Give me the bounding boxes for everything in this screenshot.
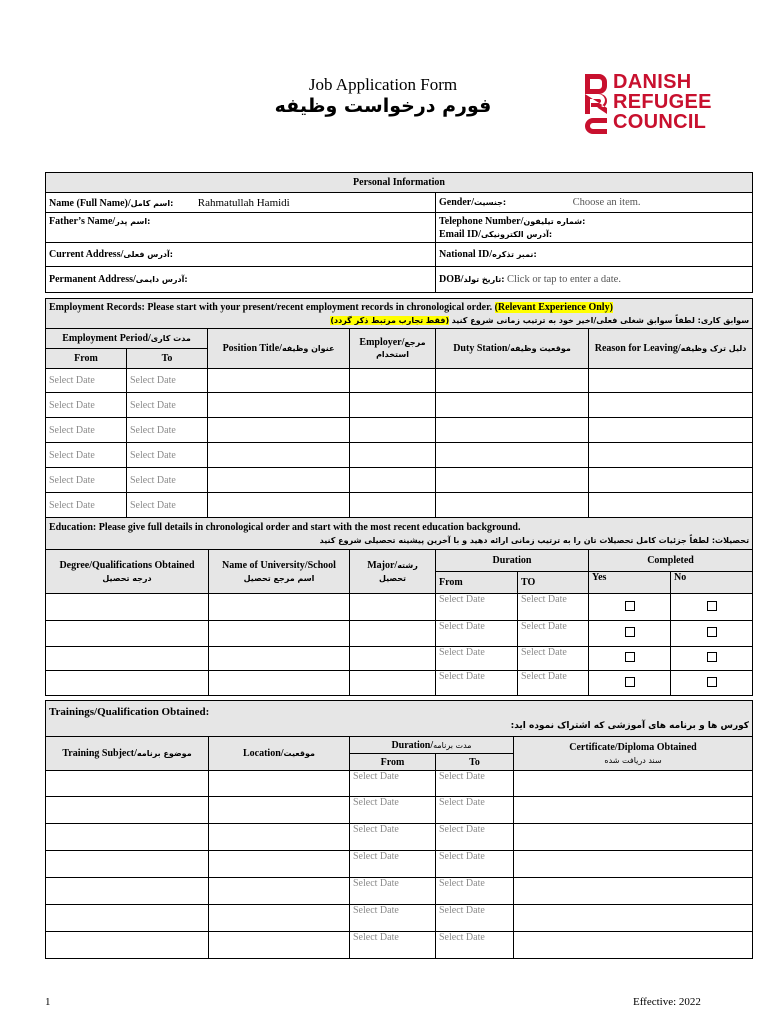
employer-label-fa: مرجع استخدام — [376, 337, 426, 359]
reason-leaving-cell[interactable] — [589, 443, 753, 468]
major-header — [350, 550, 436, 594]
training-location-cell[interactable] — [209, 932, 350, 959]
completed-no-checkbox[interactable] — [671, 647, 753, 671]
employment-from-date[interactable]: Select Date — [46, 493, 127, 518]
employment-period-label: Employment Period/ — [62, 333, 151, 344]
training-from-date[interactable]: Select Date — [350, 905, 436, 932]
training-location-label: Location/ — [242, 748, 284, 759]
permanent-address-label-fa: آدرس دایمی: — [135, 275, 188, 284]
employment-to-header: To — [127, 349, 208, 369]
employment-from-date[interactable]: Select Date — [46, 393, 127, 418]
checkbox-icon[interactable] — [625, 601, 635, 611]
training-from-date[interactable]: Select Date — [350, 797, 436, 824]
training-to-date[interactable]: Select Date — [436, 932, 514, 959]
checkbox-icon[interactable] — [625, 677, 635, 687]
training-to-date[interactable]: Select Date — [436, 878, 514, 905]
completed-no-checkbox[interactable] — [671, 594, 753, 621]
father-name-field[interactable] — [46, 213, 436, 243]
position-title-label: Position Title/ — [222, 343, 282, 354]
certificate-label-fa: سند دریافت شده — [604, 755, 662, 765]
table-row — [46, 797, 753, 824]
education-intro-text: Education: Please give full details in chronological order and start with the most recent education background. — [49, 521, 521, 533]
duty-station-cell[interactable] — [436, 468, 589, 493]
education-from-header: From — [436, 572, 518, 594]
education-table — [45, 517, 753, 696]
completed-yes-checkbox[interactable] — [589, 621, 671, 647]
employment-from-date[interactable]: Select Date — [46, 468, 127, 493]
trainings-intro-fa: کورس ها و برنامه های آموزشی که اشتراک نموده اید: — [510, 720, 750, 731]
page-number: 1 — [45, 996, 51, 1008]
trainings-intro — [46, 701, 753, 737]
table-row — [46, 369, 753, 393]
certificate-cell[interactable] — [514, 905, 753, 932]
reason-leaving-cell[interactable] — [589, 468, 753, 493]
training-to-date[interactable]: Select Date — [436, 797, 514, 824]
checkbox-icon[interactable] — [707, 601, 717, 611]
table-row — [46, 418, 753, 443]
university-cell[interactable] — [209, 621, 350, 647]
drc-logo-mark-icon — [583, 72, 609, 134]
training-from-date[interactable]: Select Date — [350, 771, 436, 797]
duty-station-label-fa: موقعیت وظیفه — [510, 344, 571, 353]
phone-label-fa: شماره تیلیفون: — [523, 216, 586, 226]
position-title-label-fa: عنوان وظیفه — [281, 344, 335, 353]
name-label: Name (Full Name)/ — [49, 197, 131, 209]
degree-header — [46, 550, 209, 594]
duty-station-cell[interactable] — [436, 493, 589, 518]
employment-intro-highlight: (Relevant Experience Only) — [494, 301, 613, 313]
education-from-date[interactable]: Select Date — [436, 594, 518, 621]
logo-line-1: DANISH — [613, 71, 692, 93]
education-from-date[interactable]: Select Date — [436, 647, 518, 671]
national-id-field[interactable] — [436, 243, 753, 267]
duty-station-header — [436, 329, 589, 369]
certificate-cell[interactable] — [514, 824, 753, 851]
employment-to-date[interactable]: Select Date — [127, 468, 208, 493]
employment-table — [45, 298, 753, 518]
training-subject-cell[interactable] — [46, 797, 209, 824]
training-to-date[interactable]: Select Date — [436, 824, 514, 851]
completed-yes-checkbox[interactable] — [589, 671, 671, 696]
certificate-cell[interactable] — [514, 932, 753, 959]
training-to-header: To — [436, 754, 514, 771]
major-label-fa: رشته تحصیل — [378, 560, 418, 583]
duty-station-cell[interactable] — [436, 393, 589, 418]
national-id-label-fa: نمبر تذکره: — [492, 250, 537, 259]
certificate-cell[interactable] — [514, 851, 753, 878]
personal-info-table — [45, 172, 753, 293]
training-location-cell[interactable] — [209, 878, 350, 905]
father-name-label-fa: اسم پدر: — [115, 217, 151, 226]
table-row — [46, 671, 753, 696]
university-cell[interactable] — [209, 647, 350, 671]
education-to-date[interactable]: Select Date — [518, 647, 589, 671]
table-row — [46, 878, 753, 905]
employment-from-header: From — [46, 349, 127, 369]
position-title-cell[interactable] — [208, 393, 350, 418]
trainings-table — [45, 700, 753, 959]
major-cell[interactable] — [350, 671, 436, 696]
education-to-date[interactable]: Select Date — [518, 594, 589, 621]
phone-label: Telephone Number/ — [439, 215, 524, 227]
training-location-cell[interactable] — [209, 797, 350, 824]
university-cell[interactable] — [209, 671, 350, 696]
table-row — [46, 468, 753, 493]
completed-no-header: No — [671, 572, 753, 594]
duty-station-cell[interactable] — [436, 418, 589, 443]
training-location-header — [209, 737, 350, 771]
education-intro — [46, 518, 753, 550]
reason-leaving-cell[interactable] — [589, 369, 753, 393]
training-duration-header — [350, 737, 514, 754]
current-address-label: Current Address/ — [49, 249, 124, 260]
drc-logo — [583, 72, 713, 136]
education-duration-header: Duration — [436, 550, 589, 572]
training-subject-cell[interactable] — [46, 932, 209, 959]
training-from-header: From — [350, 754, 436, 771]
employment-to-date[interactable]: Select Date — [127, 443, 208, 468]
name-field[interactable] — [46, 193, 436, 213]
employment-to-date[interactable]: Select Date — [127, 493, 208, 518]
employment-from-date[interactable]: Select Date — [46, 369, 127, 393]
personal-section-title: Personal Information — [46, 173, 753, 193]
checkbox-icon[interactable] — [707, 652, 717, 662]
table-row — [46, 932, 753, 959]
completed-no-checkbox[interactable] — [671, 621, 753, 647]
certificate-cell[interactable] — [514, 797, 753, 824]
reason-leaving-label-fa: دلیل ترک وظیفه — [680, 343, 747, 353]
degree-cell[interactable] — [46, 671, 209, 696]
training-subject-label: Training Subject/ — [62, 748, 137, 759]
university-label: Name of University/School — [222, 559, 336, 571]
form-title-fa: فورم درخواست وظیفه — [274, 95, 492, 117]
name-value[interactable]: Rahmatullah Hamidi — [197, 196, 290, 209]
dob-date-picker[interactable]: Click or tap to enter a date. — [506, 274, 621, 285]
permanent-address-field[interactable] — [46, 267, 436, 293]
training-subject-cell[interactable] — [46, 878, 209, 905]
permanent-address-label: Permanent Address/ — [49, 274, 136, 285]
education-to-date[interactable]: Select Date — [518, 671, 589, 696]
employment-from-date[interactable]: Select Date — [46, 418, 127, 443]
father-name-label: Father’s Name/ — [49, 216, 116, 227]
trainings-intro-text: Trainings/Qualification Obtained: — [49, 705, 210, 718]
employment-period-label-fa: مدت کاری — [150, 334, 191, 343]
logo-line-3: COUNCIL — [613, 111, 707, 133]
training-location-label-fa: موقعیت — [283, 749, 316, 758]
training-to-date[interactable]: Select Date — [436, 851, 514, 878]
employment-period-header — [46, 329, 208, 349]
training-from-date[interactable]: Select Date — [350, 824, 436, 851]
table-row — [46, 493, 753, 518]
table-row — [46, 594, 753, 621]
position-title-cell[interactable] — [208, 418, 350, 443]
training-to-date[interactable]: Select Date — [436, 905, 514, 932]
employment-to-date[interactable]: Select Date — [127, 418, 208, 443]
table-row — [46, 824, 753, 851]
training-from-date[interactable]: Select Date — [350, 851, 436, 878]
national-id-label: National ID/ — [439, 249, 493, 260]
checkbox-icon[interactable] — [625, 652, 635, 662]
position-title-cell[interactable] — [208, 493, 350, 518]
university-header — [209, 550, 350, 594]
training-from-date[interactable]: Select Date — [350, 932, 436, 959]
checkbox-icon[interactable] — [625, 627, 635, 637]
training-subject-header — [46, 737, 209, 771]
certificate-header — [514, 737, 753, 771]
completed-yes-checkbox[interactable] — [589, 594, 671, 621]
employment-from-date[interactable]: Select Date — [46, 443, 127, 468]
current-address-label-fa: آدرس فعلی: — [123, 250, 173, 259]
contact-field[interactable] — [436, 213, 753, 243]
duty-station-cell[interactable] — [436, 443, 589, 468]
completed-no-checkbox[interactable] — [671, 671, 753, 696]
gender-label-fa: جنسیت: — [474, 198, 507, 207]
training-duration-label: Duration/ — [391, 739, 434, 751]
completed-yes-header: Yes — [589, 572, 671, 594]
table-row — [46, 647, 753, 671]
university-label-fa: اسم مرجع تحصیل — [243, 573, 315, 583]
table-row — [46, 443, 753, 468]
degree-label-fa: درجه تحصیل — [102, 573, 152, 583]
major-label: Major/ — [367, 559, 398, 571]
degree-label: Degree/Qualifications Obtained — [59, 559, 195, 571]
position-title-cell[interactable] — [208, 369, 350, 393]
checkbox-icon[interactable] — [707, 627, 717, 637]
major-cell[interactable] — [350, 594, 436, 621]
training-subject-cell[interactable] — [46, 824, 209, 851]
training-subject-cell[interactable] — [46, 851, 209, 878]
training-from-date[interactable]: Select Date — [350, 878, 436, 905]
employer-cell[interactable] — [350, 493, 436, 518]
major-cell[interactable] — [350, 647, 436, 671]
name-label-fa: اسم کامل: — [130, 198, 174, 208]
logo-line-2: REFUGEE — [613, 91, 712, 113]
employment-intro-text: Employment Records: Please start with your present/recent employment records in chronological order. — [49, 301, 493, 313]
degree-cell[interactable] — [46, 647, 209, 671]
effective-date: Effective: 2022 — [633, 996, 701, 1008]
education-from-date[interactable]: Select Date — [436, 621, 518, 647]
dob-label-fa: تاریخ تولد: — [463, 275, 505, 284]
completed-yes-checkbox[interactable] — [589, 647, 671, 671]
table-row — [46, 771, 753, 797]
training-duration-label-fa: مدت برنامه — [433, 740, 472, 750]
training-location-cell[interactable] — [209, 905, 350, 932]
position-title-header — [208, 329, 350, 369]
reason-leaving-cell[interactable] — [589, 418, 753, 443]
education-to-header: TO — [518, 572, 589, 594]
dob-label: DOB/ — [439, 274, 464, 285]
employment-intro — [46, 299, 753, 329]
employment-to-date[interactable]: Select Date — [127, 369, 208, 393]
training-location-cell[interactable] — [209, 824, 350, 851]
degree-cell[interactable] — [46, 621, 209, 647]
certificate-label: Certificate/Diploma Obtained — [569, 741, 697, 753]
training-subject-label-fa: موضوع برنامه — [136, 749, 192, 758]
university-cell[interactable] — [209, 594, 350, 621]
position-title-cell[interactable] — [208, 443, 350, 468]
employment-to-date[interactable]: Select Date — [127, 393, 208, 418]
employer-cell[interactable] — [350, 443, 436, 468]
table-row — [46, 621, 753, 647]
employer-cell[interactable] — [350, 468, 436, 493]
training-subject-cell[interactable] — [46, 771, 209, 797]
gender-label: Gender/ — [439, 197, 474, 208]
training-to-date[interactable]: Select Date — [436, 771, 514, 797]
employer-cell[interactable] — [350, 393, 436, 418]
table-row — [46, 851, 753, 878]
employer-cell[interactable] — [350, 418, 436, 443]
form-title: Job Application Form — [308, 75, 458, 94]
major-cell[interactable] — [350, 621, 436, 647]
position-title-cell[interactable] — [208, 468, 350, 493]
education-intro-fa: تحصیلات: لطفاً جزئیات کامل تحصیلات تان را به ترتیب زمانی ارائه دهید و با آخرین پیشینه تحصیلی شروع کنید — [319, 535, 750, 545]
training-subject-cell[interactable] — [46, 905, 209, 932]
duty-station-cell[interactable] — [436, 369, 589, 393]
email-label-fa: آدرس الکترونیکی: — [480, 229, 553, 239]
table-row — [46, 905, 753, 932]
degree-cell[interactable] — [46, 594, 209, 621]
dob-field[interactable] — [436, 267, 753, 293]
training-location-cell[interactable] — [209, 771, 350, 797]
reason-leaving-cell[interactable] — [589, 493, 753, 518]
employment-intro-fa: سوابق کاری: لطفاً سوابق شغلی فعلی/اخیر خود به ترتیب زمانی شروع کنید — [451, 315, 750, 325]
employer-cell[interactable] — [350, 369, 436, 393]
reason-leaving-label: Reason for Leaving/ — [594, 342, 681, 354]
completed-header: Completed — [589, 550, 753, 572]
table-row — [46, 393, 753, 418]
checkbox-icon[interactable] — [707, 677, 717, 687]
duty-station-label: Duty Station/ — [453, 343, 511, 354]
training-location-cell[interactable] — [209, 851, 350, 878]
employment-intro-fa-highlight: (فقط تجارب مرتبط ذکر گردد) — [330, 315, 450, 325]
email-label: Email ID/ — [439, 228, 481, 240]
education-from-date[interactable]: Select Date — [436, 671, 518, 696]
current-address-field[interactable] — [46, 243, 436, 267]
gender-select[interactable]: Choose an item. — [572, 197, 641, 208]
employer-label: Employer/ — [359, 336, 405, 348]
gender-field[interactable] — [436, 193, 753, 213]
certificate-cell[interactable] — [514, 878, 753, 905]
employer-header — [350, 329, 436, 369]
education-to-date[interactable]: Select Date — [518, 621, 589, 647]
certificate-cell[interactable] — [514, 771, 753, 797]
reason-leaving-cell[interactable] — [589, 393, 753, 418]
reason-leaving-header — [589, 329, 753, 369]
